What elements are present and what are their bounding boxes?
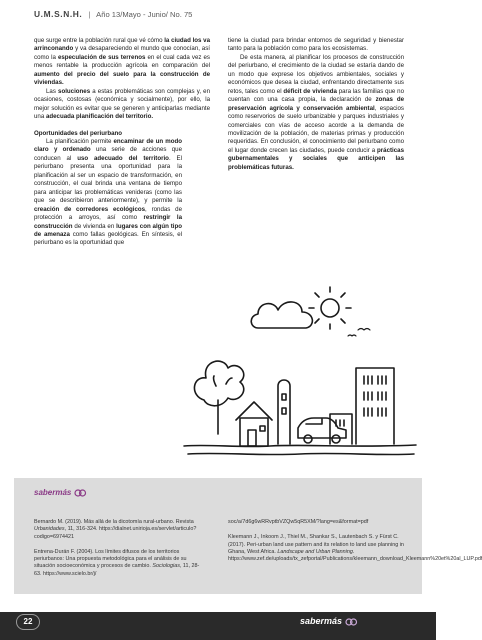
tower-building-icon (278, 380, 290, 444)
tree-icon (194, 361, 243, 434)
car-icon (298, 418, 346, 443)
running-header (34, 9, 192, 19)
left-paragraph-3: La planificación permite encaminar de un modo claro y ordenado una serie de acciones que conducen al uso adecuado del territorio. El periurbano presenta una oportunidad para la planificación al ser un espacio de transformación, en construcción, el cual brinda una ventana de tiempo para anticipar las problemáticas venideras (como las que se describieron anteriormente), y permite la creación de corredores ecológicos, rondas de protección a arroyos, así como restringir la construcción de vivienda en lugares con algún tipo de amenaza como fallas geológicas. En síntesis, el periurbano es la oportunidad que (34, 137, 183, 247)
footer-logo: sabermás (300, 616, 357, 627)
logo-mark-icon (74, 488, 86, 498)
left-column (34, 37, 210, 248)
sun-icon (309, 287, 351, 329)
periurban-illustration (180, 268, 420, 468)
section-title: Oportunidades del periurbano (34, 129, 123, 137)
right-paragraph-2: De esta manera, al planificar los procesos de construcción del periurbano, el crecimiento de la ciudad se estaría dando de un modo que exprese los objetivos ambientales, sociales y económicos que desea la ciudad, enfrentando directamente sus retos, tales como el déficit de vivienda para las familias que no cuentan con una casa propia, la declaración de zonas de preservación agrícola y conservación ambiental, espacios como reservorios de suelo urbanizable y parques industriales y comerciales con vías de acceso acorde a la demanda de movilización de la población, de materias primas y producción requeridas. En conclusión, el conocimiento del periurbano como el lugar donde crecen las ciudades, puede conducir a prácticas gubernamentales y sociales que anticipen las problemáticas futuras. (228, 53, 404, 171)
page-footer (0, 612, 436, 640)
reference-item: Entrena-Durán F. (2004). Los límites difusos de los territorios periurbanos: Una propuesta metodológica para el análisis de su situación socioeconómica y procesos de cambio. Sociologias, 11, 28-63. https://www.scielo.br/j/ (34, 548, 200, 577)
ground-line-icon (184, 445, 416, 455)
page-number: 22 (16, 614, 40, 630)
sabermas-logo: sabermás (34, 488, 86, 498)
house-icon (236, 402, 272, 446)
birds-icon (348, 329, 370, 337)
left-paragraph-1: que surge entre la población rural que vé cómo la ciudad los va arrinconando y va desapareciendo el mundo que conocían, así como la especulación de sus terrenos en el cual cada vez es menos rentable la producción agrícola en comparación del aumento del precio del suelo para la construcción de viviendas. (34, 37, 211, 87)
reference-item: Kleemann J., Inkoom J., Thiel M., Shankar S., Lautenbach S. y Fürst C. (2017). Peri-urban land use pattern and its relation to land use planning in Ghana, West Africa. Landscape and Urban Planning. https://www.zef.de/uploads/tx_zefportal/Publications/kleemann_download_Kleemann%20et%20al_LUP.pdf (228, 534, 482, 563)
references-left (34, 519, 202, 586)
right-paragraph-1: tiene la ciudad para brindar entornos de seguridad y bienestar tanto para la población como para los ecosistemas. (228, 37, 404, 53)
left-paragraph-2: Las soluciones a estas problemáticas son complejas y, en ocasiones, costosas (económica y socialmente), por ello, la mejor solución es evitar que se generen y anticiparlas mediante una adecuada planificación del territorio. (34, 87, 210, 121)
tall-building-icon (356, 368, 394, 444)
reference-item: Bernardo M. (2019). Más allá de la dicotomía rural-urbano. Revista Urbanidades, 11, 316-324. https://dialnet.unirioja.es/servlet/articulo?codigo=6974421 (34, 519, 197, 540)
cloud-icon (251, 302, 312, 328)
header-org: U.M.S.N.H. (34, 9, 83, 19)
footer-logo-mark-icon (345, 617, 357, 627)
header-separator: | (88, 10, 91, 19)
reference-item: soc/a/7d6g6wRRvptbVZQw5qR5XM/?lang=es&format=pdf (228, 519, 369, 525)
right-column (228, 37, 404, 172)
header-issue: Año 13/Mayo - Junio/ No. 75 (96, 10, 193, 19)
references-right (228, 519, 482, 571)
